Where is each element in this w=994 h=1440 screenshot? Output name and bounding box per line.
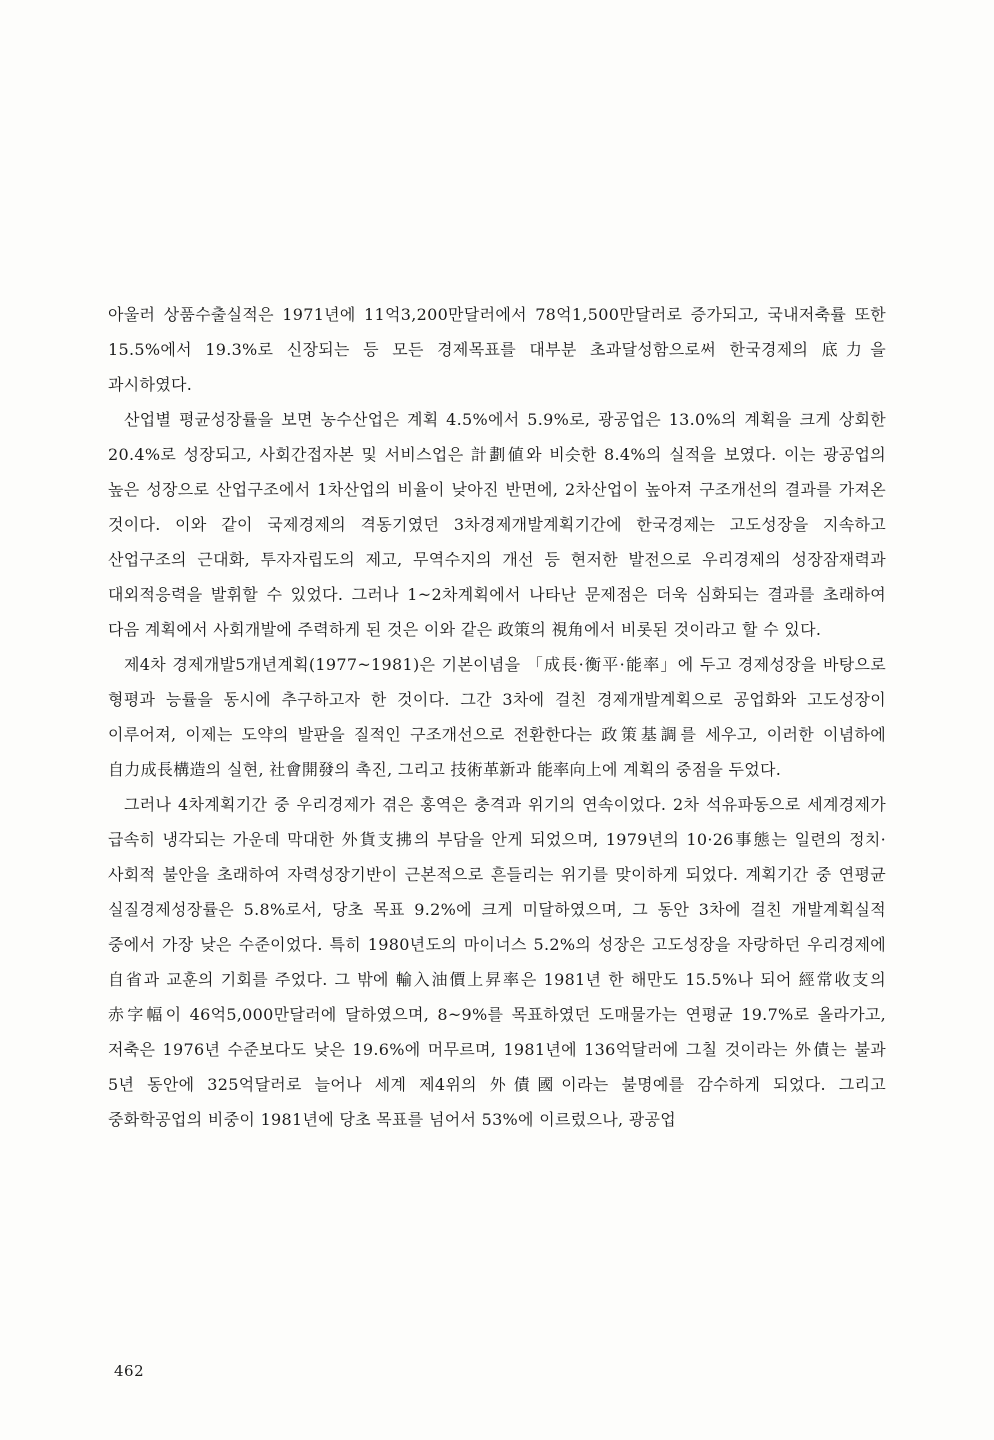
paragraph-4: 그러나 4차계획기간 중 우리경제가 겪은 홍역은 충격과 위기의 연속이었다. 2차 석유파동으로 세계경제가 급속히 냉각되는 가운데 막대한 外貨支拂의 부담을 안게 되었으며, 1979년의 10·26事態는 일련의 정치·사회적 불안을 초래하여 자력성장기반이 근본적으로 흔들리는 위기를 맞이하게 되었다. 계획기간 중 연평균 실질경제성장률은 5.8%로서, 당초 목표 9.2%에 크게 미달하였으며, 그 동안 3차에 걸친 개발계획실적 중에서 가장 낮은 수준이었다. 특히 1980년도의 마이너스 5.2%의 성장은 고도성장을 자랑하던 우리경제에 自省과 교훈의 기회를 주었다. 그 밖에 輸入油價上昇率은 1981년 한 해만도 15.5%나 되어 經常收支의 赤字幅이 46억5,000만달러에 달하였으며, 8~9%를 목표하였던 도매물가는 연평균 19.7%로 올라가고, 저축은 1976년 수준보다도 낮은 19.6%에 머무르며, 1981년에 136억달러에 그칠 것이라는 外債는 불과 5년 동안에 325억달러로 늘어나 세계 제4위의 外債國이라는 불명예를 감수하게 되었다. 그리고 중화학공업의 비중이 1981년에 당초 목표를 넘어서 53%에 이르렀으나, 광공업 [108,795,886,1129]
page-number: 462 [114,1362,145,1380]
paragraph-1: 아울러 상품수출실적은 1971년에 11억3,200만달러에서 78억1,500만달러로 증가되고, 국내저축률 또한 15.5%에서 19.3%로 신장되는 등 모든 경제목표를 대부분 초과달성함으로써 한국경제의 底力을 과시하였다. [108,305,886,394]
body-text [108,297,886,1137]
paragraph-3: 제4차 경제개발5개년계획(1977~1981)은 기본이념을 「成長·衡平·能率」에 두고 경제성장을 바탕으로 형평과 능률을 동시에 추구하고자 한 것이다. 그간 3차에 걸친 경제개발계획으로 공업화와 고도성장이 이루어져, 이제는 도약의 발판을 질적인 구조개선으로 전환한다는 政策基調를 세우고, 이러한 이념하에 自力成長構造의 실현, 社會開發의 촉진, 그리고 技術革新과 能率向上에 계획의 중점을 두었다. [108,655,886,779]
paragraph-2: 산업별 평균성장률을 보면 농수산업은 계획 4.5%에서 5.9%로, 광공업은 13.0%의 계획을 크게 상회한 20.4%로 성장되고, 사회간접자본 및 서비스업은 計劃値와 비슷한 8.4%의 실적을 보였다. 이는 광공업의 높은 성장으로 산업구조에서 1차산업의 비율이 낮아진 반면에, 2차산업이 높아져 구조개선의 결과를 가져온 것이다. 이와 같이 국제경제의 격동기였던 3차경제개발계획기간에 한국경제는 고도성장을 지속하고 산업구조의 근대화, 투자자립도의 제고, 무역수지의 개선 등 현저한 발전으로 우리경제의 성장잠재력과 대외적응력을 발휘할 수 있었다. 그러나 1~2차계획에서 나타난 문제점은 더욱 심화되는 결과를 초래하여 다음 계획에서 사회개발에 주력하게 된 것은 이와 같은 政策의 視角에서 비롯된 것이라고 할 수 있다. [108,410,886,639]
